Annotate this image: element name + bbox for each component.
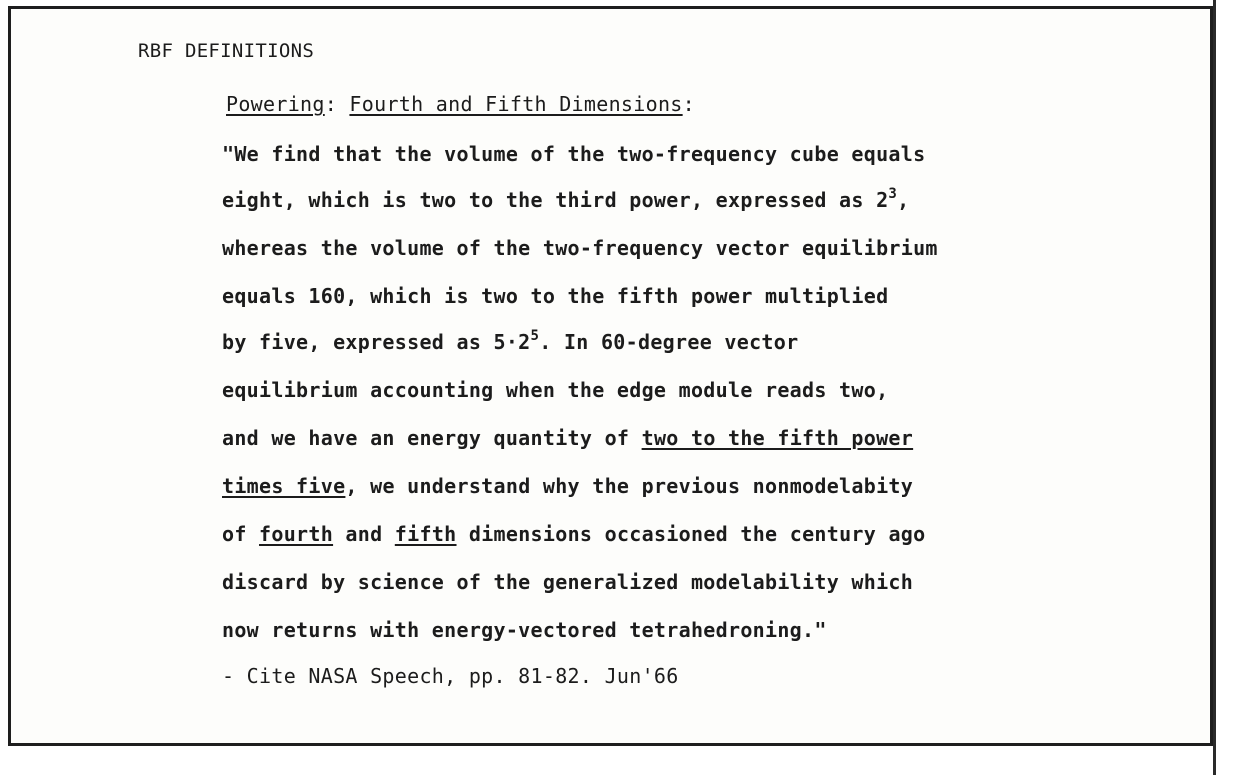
quote-line-7-text: and we have an energy quantity of xyxy=(222,426,642,450)
quote-line-10: discard by science of the generalized modelability which xyxy=(222,570,914,594)
quote-line-8 xyxy=(222,474,913,498)
definition-subtitle xyxy=(226,92,695,116)
quote-line-5-text: by five, expressed as 5·2 xyxy=(222,330,531,354)
right-edge-rule xyxy=(1213,0,1216,775)
quote-line-6: equilibrium accounting when the edge module reads two, xyxy=(222,378,889,402)
quote-line-4: equals 160, which is two to the fifth power multiplied xyxy=(222,284,889,308)
quote-line-1: "We find that the volume of the two-frequency cube equals xyxy=(222,142,926,166)
quote-line-11: now returns with energy-vectored tetrahedroning." xyxy=(222,618,827,642)
exponent-5: 5 xyxy=(530,328,540,344)
quote-line-7 xyxy=(222,426,913,450)
quote-line-9-of: of xyxy=(222,522,260,546)
document-header: RBF DEFINITIONS xyxy=(138,40,315,62)
quote-line-2-text: eight, which is two to the third power, expressed as 2 xyxy=(222,188,889,212)
quote-line-5-rest: . In 60-degree vector xyxy=(539,330,799,354)
term-separator: : xyxy=(324,92,350,116)
quote-line-2-comma: , xyxy=(897,188,910,212)
quote-line-2 xyxy=(222,188,910,212)
underlined-word-fourth: fourth xyxy=(259,522,334,546)
quote-line-8-rest: , we understand why the previous nonmodelabity xyxy=(345,474,914,498)
quote-line-3: whereas the volume of the two-frequency vector equilibrium xyxy=(222,236,938,260)
underlined-word-fifth: fifth xyxy=(394,522,457,546)
exponent-3: 3 xyxy=(888,186,898,202)
underlined-phrase-times-five: times five xyxy=(222,474,346,498)
citation: - Cite NASA Speech, pp. 81-82. Jun'66 xyxy=(222,664,679,688)
quote-line-9 xyxy=(222,522,925,546)
quote-line-9-rest: dimensions occasioned the century ago xyxy=(456,522,926,546)
underlined-phrase-power: two to the fifth power xyxy=(641,426,914,450)
topic-label: Fourth and Fifth Dimensions xyxy=(349,92,683,116)
quote-line-5 xyxy=(222,330,798,354)
topic-colon: : xyxy=(682,92,695,116)
term-label: Powering xyxy=(226,92,325,116)
quote-line-9-and: and xyxy=(333,522,395,546)
